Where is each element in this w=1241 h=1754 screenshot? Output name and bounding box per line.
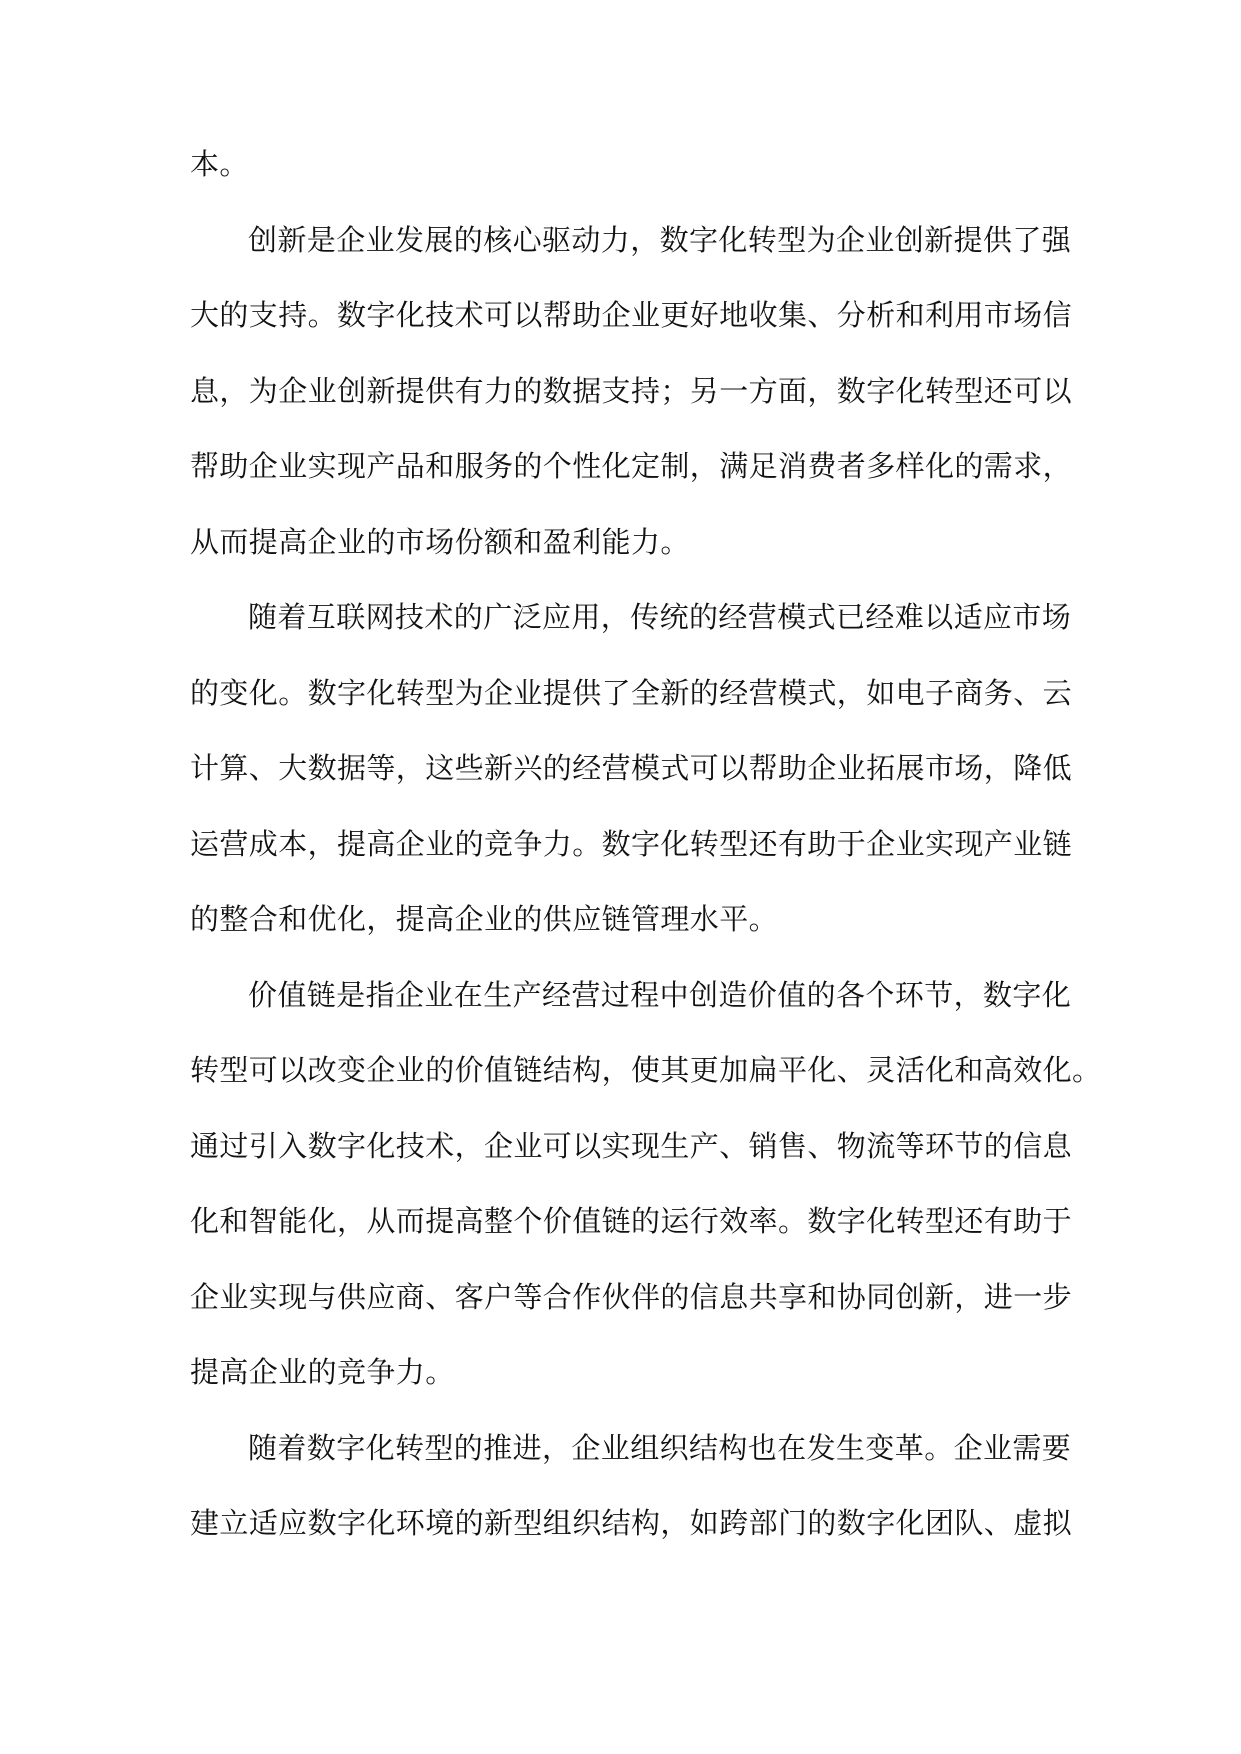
paragraph-first-line: 随着互联网技术的广泛应用，传统的经营模式已经难以适应市场 [248,600,1072,634]
text-line: 化和智能化，从而提高整个价值链的运行效率。数字化转型还有助于 [190,1204,1073,1238]
text-line: 企业实现与供应商、客户等合作伙伴的信息共享和协同创新，进一步 [190,1279,1073,1314]
text-line: 大的支持。数字化技术可以帮助企业更好地收集、分析和利用市场信 [190,298,1073,332]
text-line: 转型可以改变企业的价值链结构，使其更加扁平化、灵活化和高效化。 [190,1053,1102,1087]
text-line: 通过引入数字化技术，企业可以实现生产、销售、物流等环节的信息 [190,1128,1073,1163]
text-line: 本。 [190,147,249,181]
text-line: 运营成本，提高企业的竞争力。数字化转型还有助于企业实现产业链 [190,826,1073,861]
text-line: 息，为企业创新提供有力的数据支持；另一方面，数字化转型还可以 [190,373,1073,408]
paragraph-first-line: 创新是企业发展的核心驱动力，数字化转型为企业创新提供了强 [248,222,1072,257]
text-line: 的整合和优化，提高企业的供应链管理水平。 [190,902,779,936]
text-line: 帮助企业实现产品和服务的个性化定制，满足消费者多样化的需求， [190,449,1073,483]
document-body [190,144,1102,1579]
paragraph-first-line: 价值链是指企业在生产经营过程中创造价值的各个环节，数字化 [248,977,1072,1012]
text-line: 提高企业的竞争力。 [190,1355,455,1389]
text-line: 建立适应数字化环境的新型组织结构，如跨部门的数字化团队、虚拟 [190,1506,1073,1540]
text-line: 从而提高企业的市场份额和盈利能力。 [190,524,690,559]
text-line: 计算、大数据等，这些新兴的经营模式可以帮助企业拓展市场，降低 [190,751,1073,785]
paragraph-first-line: 随着数字化转型的推进，企业组织结构也在发生变革。企业需要 [248,1430,1072,1465]
text-line: 的变化。数字化转型为企业提供了全新的经营模式，如电子商务、云 [190,675,1073,710]
